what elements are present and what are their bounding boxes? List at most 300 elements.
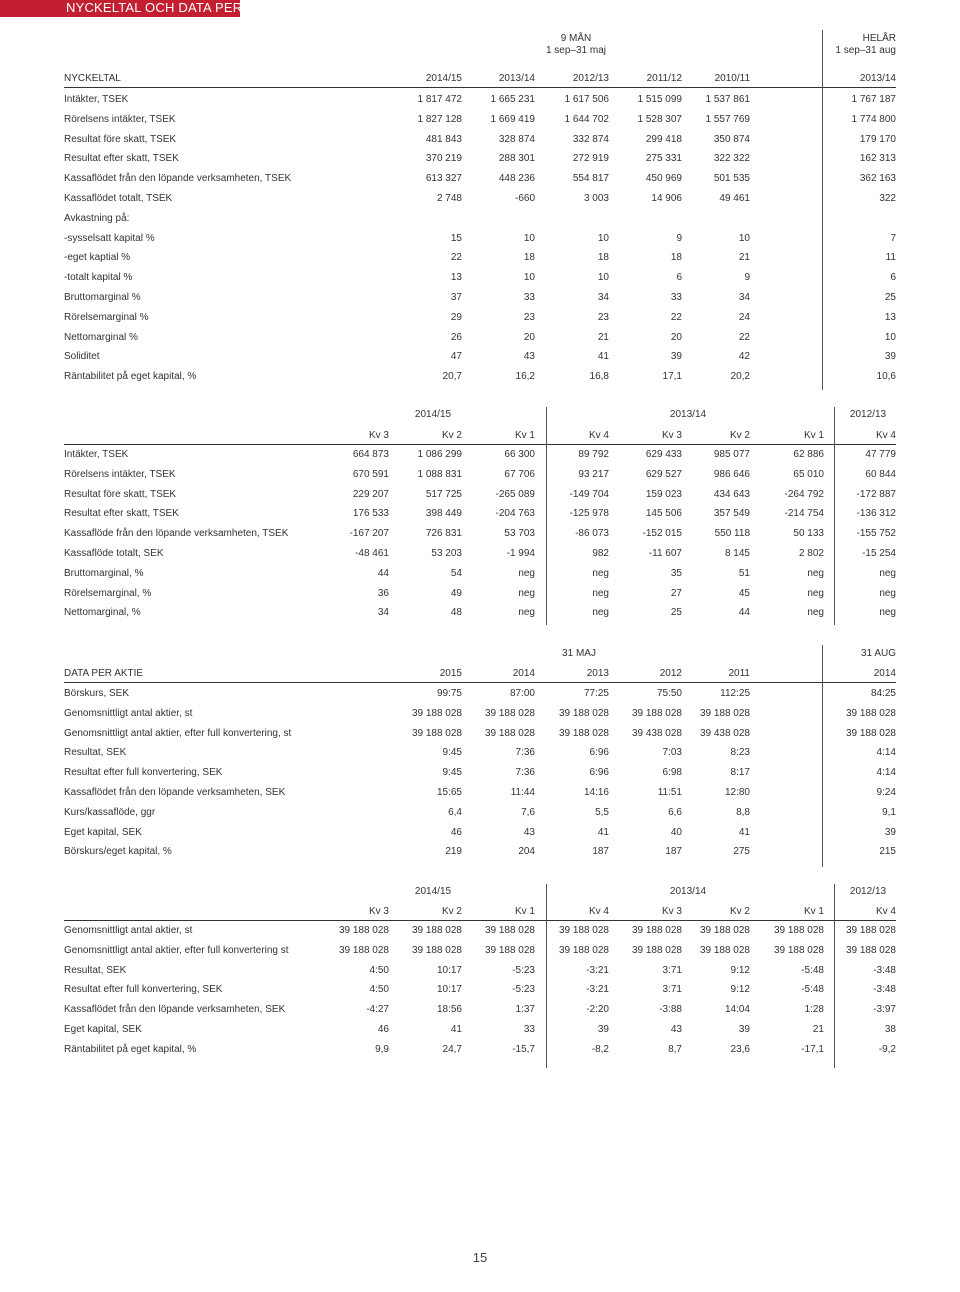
table-cell: 54 [450,567,462,579]
table-cell: 21 [738,252,750,264]
table-cell: -149 704 [569,488,609,500]
table-cell: 664 873 [352,449,389,460]
table-cell: 43 [523,351,535,363]
table-cell: 39 188 028 [411,707,462,719]
table-cell: 34 [597,292,609,303]
row-label: Resultat före skatt, TSEK [64,133,177,145]
year-header: 2014/15 [414,409,452,420]
table-cell: 4:14 [876,747,896,759]
table-cell: 25 [670,607,682,619]
row-label: Kassaflödet totalt, TSEK [64,193,173,204]
table-cell: 328 874 [498,133,535,145]
table-cell: 6 [890,272,896,284]
table-cell: 39 [738,1024,750,1035]
table-cell: 448 236 [498,173,535,185]
table-cell: 23 [523,311,535,323]
header-rule [64,444,896,445]
table-cell: 14:16 [583,787,609,798]
row-label: Genomsnittligt antal aktier, efter full konvertering, st [64,727,292,739]
table-cell: 10 [884,331,896,343]
table-cell: -264 792 [784,488,824,500]
table-cell: 1 528 307 [637,113,682,125]
table-cell: -265 089 [495,488,535,500]
table-cell: 288 301 [498,153,535,165]
table-cell: 1:28 [804,1004,824,1016]
table-cell: 39 188 028 [411,925,462,936]
table-cell: 145 506 [645,508,682,520]
column-header: 2013/14 [859,73,896,84]
table-cell: -660 [514,193,535,204]
table-cell: 10,6 [876,371,896,383]
table-cell: 2 802 [798,548,824,559]
table-cell: 36 [377,587,389,599]
table-cell: 9 [744,272,750,284]
table-cell: 11:44 [510,787,535,798]
column-divider [546,407,547,625]
table-cell: -15,7 [512,1043,535,1055]
table-cell: 1 537 861 [705,94,750,105]
table-cell: 39 188 028 [845,925,896,936]
row-label: Resultat före skatt, TSEK [64,488,177,500]
period-range-full-year: 1 sep–31 aug [835,45,896,56]
table-cell: -9,2 [878,1043,896,1055]
table-cell: 1 515 099 [637,94,682,105]
table-cell: 41 [450,1024,462,1035]
quarter-header: Kv 4 [875,906,896,917]
table-cell: 39 188 028 [631,707,682,719]
table-cell: 4:50 [369,984,389,996]
table-cell: 272 919 [572,153,609,165]
table-cell: 49 [450,587,462,599]
table-cell: 46 [450,826,462,838]
table-cell: 29 [450,311,462,323]
table-cell: -155 752 [856,528,896,540]
quarter-header: Kv 3 [368,430,389,441]
table-cell: 33 [523,1024,535,1035]
quarter-header: Kv 4 [875,430,896,441]
table-cell: 1 669 419 [490,113,535,125]
column-header: 2011 [728,668,750,679]
table-cell: 11:51 [657,787,682,798]
table-cell: 39 188 028 [699,925,750,936]
table-cell: 27 [670,587,682,599]
row-label: Resultat efter skatt, TSEK [64,508,179,520]
row-label: Räntabilitet på eget kapital, % [64,1043,197,1055]
table-cell: 39 [597,1024,609,1035]
table-cell: 22 [670,311,682,323]
row-label: Rörelsemarginal, % [64,587,152,599]
table-cell: 10 [597,232,609,244]
table-cell: 8,8 [736,806,750,818]
table-cell: 53 703 [504,528,535,540]
page-title: NYCKELTAL OCH DATA PER AKTIE [66,0,284,15]
table-cell: -3:97 [873,1004,896,1016]
table-cell: -8,2 [591,1043,609,1055]
table-cell: 33 [523,292,535,303]
table-cell: 23,6 [730,1043,750,1055]
row-label: Soliditet [64,351,100,363]
table-cell: 159 023 [645,488,682,500]
row-label: Bruttomarginal % [64,292,141,303]
table-cell: 39 [884,826,896,838]
table-cell: 44 [738,607,750,619]
table-cell: 17,1 [662,371,682,383]
row-label: Rörelsemarginal % [64,311,149,323]
table-cell: -172 887 [856,488,896,500]
table-cell: 229 207 [352,488,389,500]
table-cell: 6 [676,272,682,284]
table-cell: 93 217 [578,468,609,480]
table-header-label: NYCKELTAL [64,73,121,84]
table-cell: 89 792 [578,449,609,460]
year-header: 2014/15 [414,886,452,897]
table-cell: 39 188 028 [631,944,682,956]
table-cell: 16,8 [589,371,609,383]
table-cell: 39 188 028 [338,925,389,936]
table-cell: 10 [738,232,750,244]
table-cell: 20 [523,331,535,343]
table-cell: -17,1 [801,1043,824,1055]
column-divider [546,884,547,1068]
table-cell: 3 003 [583,193,609,204]
row-label: Börskurs/eget kapital, % [64,846,172,858]
table-cell: 7,6 [521,806,535,818]
row-label: Kassaflödet från den löpande verksamheten, TSEK [64,173,292,185]
table-cell: 4:14 [876,767,896,779]
table-cell: -1 994 [506,548,535,559]
row-label: -eget kaptial % [64,252,131,264]
table-cell: 434 643 [713,488,750,500]
table-cell: -3:48 [873,964,896,976]
table-cell: 20 [670,331,682,343]
column-header: 2014 [873,668,896,679]
column-divider [834,407,835,625]
table-cell: 24,7 [442,1043,462,1055]
table-cell: 11 [885,252,896,264]
table-cell: 1 817 472 [417,94,462,105]
page-title-bar [0,0,284,17]
table-cell: 39 188 028 [484,925,535,936]
table-cell: 34 [738,292,750,303]
table-cell: 47 779 [865,449,896,460]
row-label: Intäkter, TSEK [64,449,129,460]
table-cell: 322 [879,193,896,204]
table-cell: 39 188 028 [631,925,682,936]
table-cell: 7:36 [515,747,535,759]
table-cell: 9,9 [375,1043,389,1055]
row-label: Genomsnittligt antal aktier, st [64,707,193,719]
column-header: 2013/14 [498,73,535,84]
table-cell: 40 [670,826,682,838]
row-label: Börskurs, SEK [64,688,130,699]
row-label: Resultat efter skatt, TSEK [64,153,179,165]
table-cell: 39 438 028 [631,727,682,739]
table-cell: 9:12 [730,964,750,976]
table-cell: 39 188 028 [484,727,535,739]
row-label: Kassaflödet från den löpande verksamheten, SEK [64,787,286,798]
row-label: Bruttomarginal, % [64,567,144,579]
table-cell: 1 644 702 [564,113,609,125]
quarter-header: Kv 3 [661,430,682,441]
table-cell: 726 831 [425,528,462,540]
table-cell: 39 188 028 [845,727,896,739]
table-cell: 187 [592,846,609,858]
table-cell: 362 163 [859,173,896,185]
table-cell: 8 145 [724,548,750,559]
period-label-9-months: 9 MÅN [560,33,592,44]
row-label: Avkastning på: [64,212,130,224]
table-cell: 10 [523,232,535,244]
table-cell: 8,7 [668,1043,682,1055]
table-cell: 20,7 [442,371,462,383]
table-cell: 982 [592,548,609,559]
table-cell: 15 [450,232,462,244]
row-label: Eget kapital, SEK [64,1024,142,1035]
table-cell: 46 [377,1024,389,1035]
column-header: 2014/15 [425,73,462,84]
header-rule [64,920,896,921]
table-cell: 39 188 028 [699,707,750,719]
table-cell: 450 969 [645,173,682,185]
column-divider [822,30,823,390]
column-header: 2010/11 [714,73,750,84]
table-cell: 6,6 [668,806,682,818]
table-cell: 39 188 028 [558,727,609,739]
table-cell: -4:27 [366,1004,389,1016]
row-label: Genomsnittligt antal aktier, st [64,925,193,936]
quarter-header: Kv 3 [661,906,682,917]
row-label: Rörelsens intäkter, TSEK [64,468,176,480]
table-cell: 14 906 [651,193,682,204]
quarter-header: Kv 2 [729,906,750,917]
row-label: Kassaflöde totalt, SEK [64,548,164,559]
table-cell: 9 [676,232,682,244]
year-header: 2012/13 [849,886,887,897]
table-cell: 12:80 [724,787,750,798]
table-cell: 39 188 028 [773,944,824,956]
year-header: 2013/14 [669,886,707,897]
table-cell: 75:50 [656,688,682,699]
table-cell: 37 [450,292,462,303]
table-cell: 7:03 [662,747,682,759]
table-cell: 22 [450,252,462,264]
row-label: Rörelsens intäkter, TSEK [64,113,176,125]
table-cell: 39 188 028 [845,944,896,956]
table-cell: 51 [738,567,750,579]
table-cell: 4:50 [369,964,389,976]
table-cell: 62 886 [793,449,824,460]
table-cell: 7 [890,232,896,244]
table-cell: 670 591 [352,468,389,480]
table-cell: 18 [670,252,682,264]
table-cell: neg [879,607,896,619]
table-cell: 985 077 [713,449,750,460]
table-cell: 219 [445,846,462,858]
table-cell: 39 188 028 [411,727,462,739]
table-cell: -5:23 [512,984,535,996]
table-cell: -5:48 [801,984,824,996]
row-label: Intäkter, TSEK [64,94,129,105]
table-cell: -3:48 [873,984,896,996]
table-cell: 41 [597,351,609,363]
table-cell: neg [807,567,824,579]
table-cell: -152 015 [642,528,682,540]
table-cell: 9:45 [442,747,462,759]
table-cell: 49 461 [719,193,750,204]
table-cell: neg [879,567,896,579]
table-cell: -125 978 [569,508,609,520]
table-cell: 39 188 028 [773,925,824,936]
table-cell: 25 [884,292,896,303]
table-cell: 44 [377,567,389,579]
table-cell: 112:25 [720,688,750,699]
table-cell: 6,4 [448,806,462,818]
table-cell: -5:23 [512,964,535,976]
table-cell: 5,5 [595,806,609,818]
column-header: 2013 [586,668,609,679]
table-cell: 8:23 [730,747,750,759]
table-cell: 39 188 028 [484,707,535,719]
table-cell: 53 203 [431,548,462,559]
table-cell: 1 665 231 [490,94,535,105]
table-cell: -48 461 [355,548,389,559]
quarter-header: Kv 1 [803,906,824,917]
row-label: Kassaflödet från den löpande verksamheten, SEK [64,1004,286,1016]
table-cell: 350 874 [713,133,750,145]
table-cell: 187 [665,846,682,858]
table-cell: 35 [670,567,682,579]
table-cell: -3:21 [586,984,609,996]
table-cell: 215 [879,846,896,858]
table-cell: 629 433 [645,449,682,460]
table-cell: 1 767 187 [851,94,896,105]
table-cell: 39 [884,351,896,363]
row-label: Nettomarginal, % [64,607,141,619]
table-cell: 550 118 [714,528,750,540]
table-cell: 9,1 [882,806,896,818]
table-cell: 501 535 [713,173,750,185]
table-cell: 14:04 [724,1004,750,1016]
table-cell: 13 [450,272,462,284]
table-cell: 67 706 [504,468,535,480]
table-cell: 66 300 [504,449,535,460]
table-cell: 10:17 [436,964,462,976]
row-label: -sysselsatt kapital % [64,232,155,244]
quarter-header: Kv 3 [368,906,389,917]
quarter-header: Kv 1 [514,430,535,441]
table-cell: -15 254 [862,548,896,559]
table-cell: neg [592,607,609,619]
table-cell: -3:21 [586,964,609,976]
quarter-header: Kv 1 [514,906,535,917]
table-cell: 8:17 [730,767,750,779]
table-cell: 77:25 [583,688,609,699]
row-label: Kassaflöde från den löpande verksamheten, TSEK [64,528,289,540]
table-cell: 41 [738,826,750,838]
table-cell: 357 549 [713,508,750,520]
table-cell: 39 438 028 [699,727,750,739]
table-cell: 986 646 [713,468,750,480]
table-cell: 23 [597,311,609,323]
table-cell: 39 188 028 [845,707,896,719]
period-label-aug: 31 AUG [860,648,896,659]
column-header: 2014 [512,668,535,679]
period-label-may: 31 MAJ [562,648,596,659]
table-cell: neg [518,607,535,619]
quarter-header: Kv 4 [588,906,609,917]
table-cell: -5:48 [801,964,824,976]
table-cell: -2:20 [586,1004,609,1016]
table-cell: 1 774 800 [851,113,896,125]
quarter-header: Kv 4 [588,430,609,441]
table-cell: 3:71 [662,984,682,996]
table-cell: 39 188 028 [558,944,609,956]
table-cell: 9:12 [730,984,750,996]
table-cell: 34 [377,607,389,619]
table-cell: 162 313 [859,153,896,165]
table-cell: 13 [884,311,896,323]
table-cell: neg [518,587,535,599]
table-cell: neg [592,587,609,599]
table-cell: 332 874 [572,133,609,145]
table-cell: 179 170 [859,133,896,145]
table-cell: 39 188 028 [411,944,462,956]
table-cell: 1 086 299 [417,449,462,460]
table-cell: -11 607 [648,548,682,559]
row-label: Eget kapital, SEK [64,826,142,838]
table-cell: 10 [523,272,535,284]
table-cell: 87:00 [509,688,535,699]
table-cell: 204 [518,846,535,858]
table-cell: 176 533 [352,508,389,520]
quarter-header: Kv 2 [441,906,462,917]
table-cell: 21 [597,331,609,343]
table-cell: 18 [523,252,535,264]
table-cell: 39 [670,351,682,363]
table-cell: neg [807,607,824,619]
table-cell: 65 010 [793,468,824,480]
row-label: -totalt kapital % [64,272,133,284]
table-cell: 39 188 028 [338,944,389,956]
table-cell: 48 [450,607,462,619]
column-divider [822,645,823,867]
table-cell: 39 188 028 [558,925,609,936]
table-cell: 629 527 [645,468,682,480]
table-cell: -204 763 [495,508,535,520]
column-header: 2012/13 [572,73,609,84]
table-cell: 7:36 [515,767,535,779]
table-cell: 18:56 [436,1004,462,1016]
table-cell: 1:37 [515,1004,535,1016]
header-rule [64,87,896,88]
table-cell: 2 748 [436,193,462,204]
table-cell: 1 557 769 [705,113,750,125]
table-cell: 1 827 128 [417,113,462,125]
table-cell: 275 [733,846,750,858]
table-cell: 1 088 831 [417,468,462,480]
table-cell: 38 [884,1024,896,1035]
table-cell: 481 843 [425,133,462,145]
table-cell: 99:75 [436,688,462,699]
table-cell: 517 725 [425,488,462,500]
table-cell: 18 [597,252,609,264]
table-cell: neg [807,587,824,599]
table-cell: 22 [738,331,750,343]
row-label: Nettomarginal % [64,331,138,343]
table-cell: 60 844 [865,468,896,480]
table-cell: 3:71 [662,964,682,976]
row-label: Resultat efter full konvertering, SEK [64,767,223,779]
